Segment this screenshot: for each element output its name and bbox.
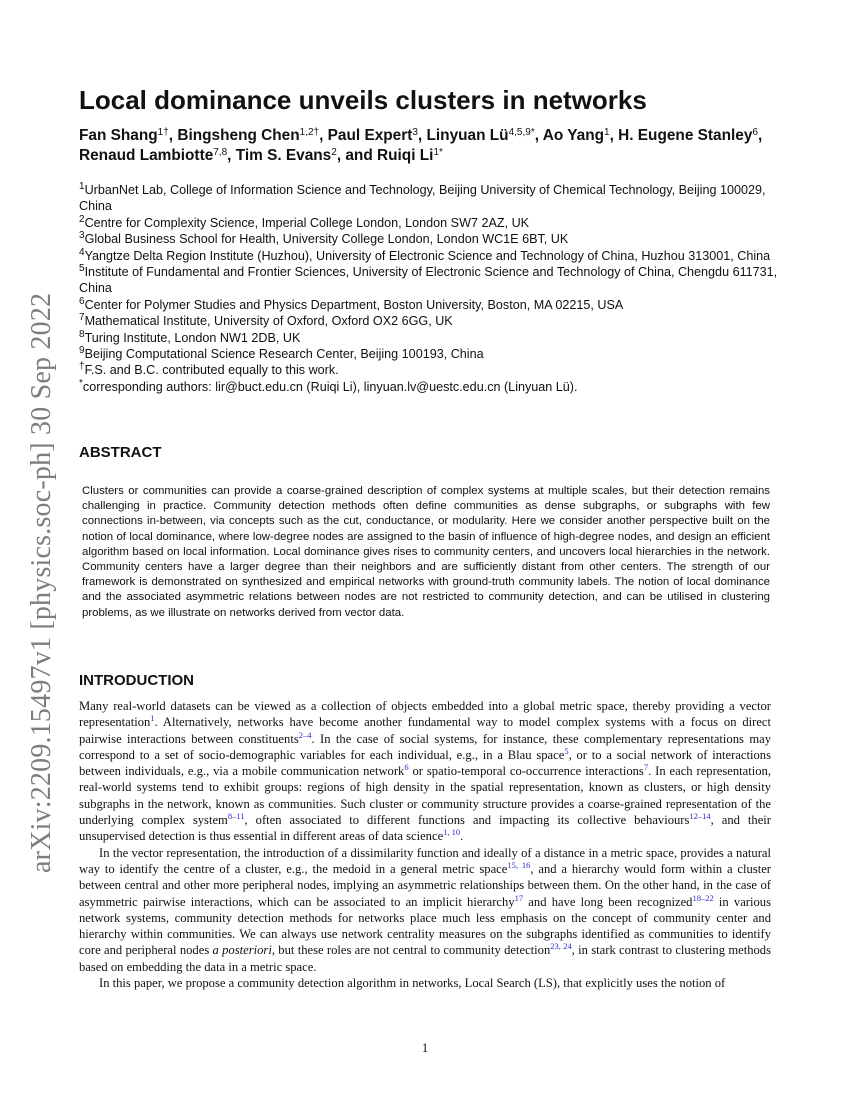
body-text: , or to a social network of interactions between individuals, e.g., via a mobile communication network [79,747,772,779]
author-name: Bingsheng Chen [177,127,300,144]
body-text: in various network systems, community detection methods for networks place much less emphasis on the concept of community center and hierarchy within communities. We can always use network centrality measures on the subgraphs identified as communities to identify core and peripheral nodes [79,894,771,958]
citation-reference: 23, 24 [550,941,572,952]
citation-reference: 12–14 [689,811,711,822]
affiliation-entry [79,231,779,247]
author-separator: , [417,127,427,144]
affiliation-entry [79,248,779,264]
introduction-paragraph [79,975,771,991]
affiliation-text: Beijing Computational Science Research Center, Beijing 100193, China [84,347,484,362]
citation-reference: 18–22 [692,892,714,903]
abstract-heading: ABSTRACT [79,444,162,461]
author-affiliation-mark: 1* [433,147,443,158]
affiliation-entry [79,182,779,215]
affiliation-mark: † [79,361,85,373]
body-text: . In each representation, real-world systems tend to exhibit groups: regions of high density in the spatial representation, known as clusters, or high density subgraphs in the network, known as communities. Such cluster or community structure provides a coarse-grained representation of the underlying complex system [79,764,771,828]
abstract-text: Clusters or communities can provide a coarse-grained description of complex systems at multiple scales, but their detection remains challenging in practice. Community detection methods often define communities as dense subgraphs, or subgraphs with few connections in-between, via concepts such as the cut, conductance, or modularity. Here we consider another perspective built on the notion of local dominance, where low-degree nodes are assigned to the basin of influence of high-degree nodes, and design an efficient algorithm based on local information. Local dominance gives rises to community centers, and uncovers local hierarchies in the network. Community centers have a larger degree than their neighbors and are sufficiently distant from other centers. The strength of our framework is demonstrated on synthesized and empirical networks with ground-truth community labels. The notion of local dominance and the associated asymmetric relations between nodes are not restricted to community detection, and can be utilised in clustering problems, as we illustrate on networks derived from vector data. [82,485,770,619]
affiliation-entry [79,313,779,329]
citation-reference: 1, 10 [443,827,461,838]
body-text: . In the case of social systems, for instance, these complementary representations may correspond to a set of socio-demographic variables for each individual, e.g., in a Blau space [79,731,771,762]
author-affiliation-mark: 1,2† [299,127,320,138]
body-text: and have long been recognized [523,894,693,909]
author-name: Ao Yang [542,127,604,144]
author-affiliation-mark: 2 [331,147,337,158]
affiliation-mark: 5 [79,263,85,275]
author-separator: , [609,127,619,144]
author-separator: , [319,127,328,144]
body-text: In this paper, we propose a community detection algorithm in networks, Local Search (LS), that explicitly uses the notion of [99,976,726,991]
introduction-heading: INTRODUCTION [79,672,194,689]
affiliation-mark: 4 [79,246,85,258]
affiliation-mark: 7 [79,312,85,324]
author-name: Paul Expert [327,127,413,144]
affiliation-mark: 6 [79,295,85,307]
author-affiliation-mark: 4,5,9* [508,127,535,138]
body-text: . [460,829,464,844]
body-text: , in stark contrast to clustering methods based on embedding the data in a metric space. [79,943,771,974]
affiliation-mark: 8 [79,328,85,340]
affiliation-entry [79,346,779,362]
affiliation-entry [79,362,779,378]
introduction-body [79,698,771,991]
affiliation-entry [79,264,779,297]
body-text: , but these roles are not central to community detection [271,943,551,958]
affiliation-text: corresponding authors: lir@buct.edu.cn (Ruiqi Li), linyuan.lv@uestc.edu.cn (Linyuan Lü). [82,379,578,394]
paper-title: Local dominance unveils clusters in networks [79,85,647,115]
affiliation-text: Yangtze Delta Region Institute (Huzhou), University of Electronic Science and Technology of China, Huzhou 313001, China [84,248,771,263]
affiliation-list [79,182,779,395]
body-text: , often associated to different functions and impacting its collective behaviours [244,813,690,828]
citation-reference: 6 [404,762,409,773]
author-separator: , [227,147,236,164]
arxiv-identifier-stamp: arXiv:2209.15497v1 [physics.soc-ph] 30 Sep 2022 [26,292,57,873]
author-name: Fan Shang [79,127,158,144]
affiliation-text: Institute of Fundamental and Frontier Sciences, University of Electronic Science and Technology of China, Chengdu 611731, China [79,265,778,296]
affiliation-text: Centre for Complexity Science, Imperial College London, London SW7 2AZ, UK [84,215,530,230]
citation-reference: 8–11 [227,811,245,822]
affiliation-entry [79,330,779,346]
author-name: Tim S. Evans [235,147,332,164]
author-separator: , [757,127,763,144]
citation-reference: 2–4 [298,729,312,740]
body-text: or spatio-temporal co-occurrence interactions [408,764,644,779]
affiliation-mark: 1 [79,181,85,192]
citation-reference: 1 [150,713,155,724]
body-text: In the vector representation, the introduction of a dissimilarity function and ideally of a distance in a metric space, provides a natural way to identify the centre of a cluster, e.g., the medoid in a general metric space [79,845,771,876]
author-separator: , [168,127,178,144]
author-list [79,126,779,166]
affiliation-entry [79,215,779,231]
affiliation-text: Global Business School for Health, University College London, London WC1E 6BT, UK [84,232,569,247]
author-name: H. Eugene Stanley [618,127,753,144]
affiliation-entry [79,379,779,395]
author-affiliation-mark: 1† [157,127,169,138]
author-name: Renaud Lambiotte [79,147,214,164]
author-name: Linyuan Lü [426,127,509,144]
citation-reference: 7 [643,762,649,773]
author-separator: , and [336,147,378,164]
affiliation-text: Turing Institute, London NW1 2DB, UK [84,330,301,345]
citation-reference: 15, 16 [507,859,531,870]
affiliation-mark: 2 [79,213,85,225]
author-name: Ruiqi Li [377,147,434,164]
affiliation-entry [79,297,779,313]
body-text: Many real-world datasets can be viewed as a collection of objects embedded into a global metric space, thereby providing a vector representation [79,699,771,730]
introduction-paragraph [79,698,771,845]
affiliation-mark: * [79,377,83,389]
author-affiliation-mark: 6 [752,127,758,138]
author-affiliation-mark: 7,8 [213,147,228,158]
affiliation-text: Center for Polymer Studies and Physics Department, Boston University, Boston, MA 02215, USA [84,297,624,312]
affiliation-text: F.S. and B.C. contributed equally to this work. [84,363,339,378]
affiliation-text: UrbanNet Lab, College of Information Science and Technology, Beijing University of Chemical Technology, Beijing 100029, China [79,183,766,214]
author-separator: , [534,127,543,144]
citation-reference: 5 [564,745,569,756]
page-number: 1 [421,1041,429,1055]
author-affiliation-mark: 3 [412,127,418,138]
author-affiliation-mark: 1 [604,127,610,138]
body-text: . Alternatively, networks have become another fundamental way to model complex systems with a focus on direct pairwise interactions between constituents [79,715,771,746]
body-text: , and a hierarchy would form within a cluster between central and other more peripheral nodes, implying an asymmetric relationships between them. On the other hand, in the case of asymmetric pairwise interactions, which can be associated to an implicit hierarchy [79,861,772,909]
affiliation-text: Mathematical Institute, University of Oxford, Oxford OX2 6GG, UK [84,314,453,329]
body-text: , and their unsupervised detection is thus essential in different areas of data science [79,813,771,844]
emphasis-text: a posteriori [212,943,272,958]
affiliation-mark: 9 [79,345,85,357]
introduction-paragraph [79,845,771,975]
affiliation-mark: 3 [79,230,85,242]
citation-reference: 17 [514,892,524,903]
